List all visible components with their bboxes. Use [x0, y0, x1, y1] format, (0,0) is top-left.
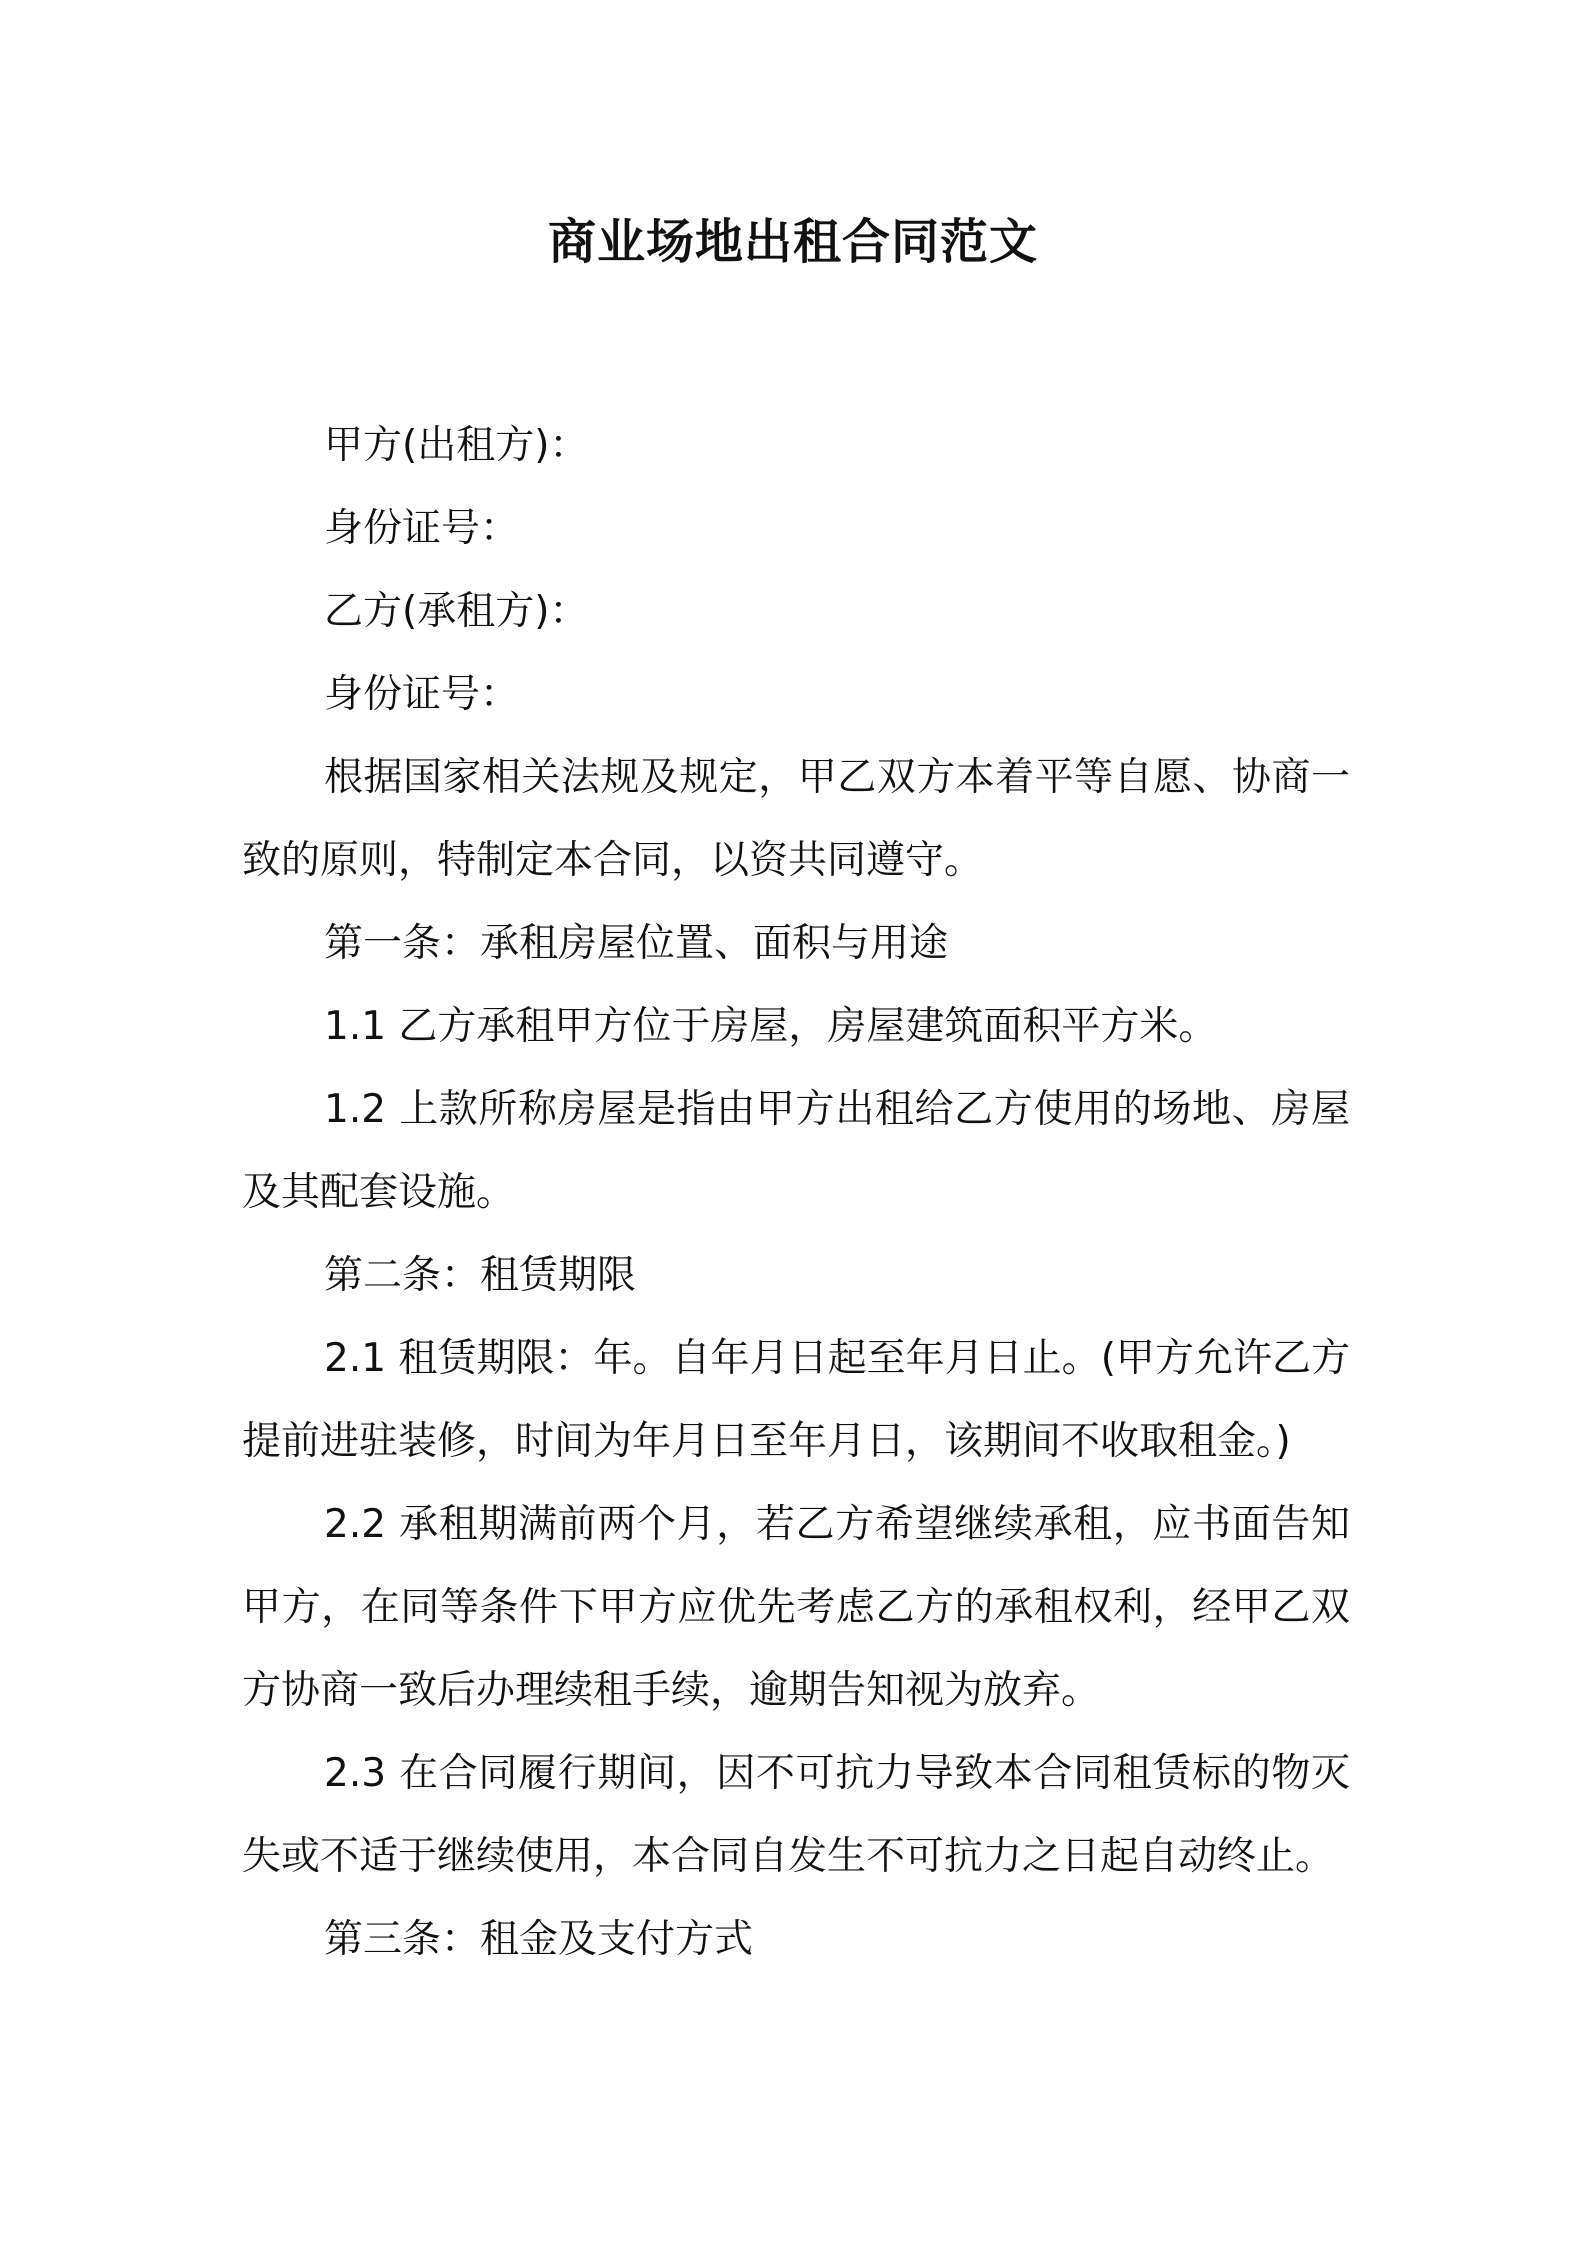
party-a-line: 甲方(出租方)： — [324, 423, 589, 468]
clause-2-2: 2.2 承租期满前两个月，若乙方希望继续承租，应书面告知甲方，在同等条件下甲方应优先考虑乙方的承租权利，经甲乙双方协商一致后办理续租手续，逾期告知视为放弃。 — [242, 1502, 1350, 1713]
clause-1-2: 1.2 上款所称房屋是指由甲方出租给乙方使用的场地、房屋及其配套设施。 — [242, 1087, 1350, 1215]
article-3-heading: 第三条：租金及支付方式 — [324, 1917, 754, 1962]
article-2-heading: 第二条：租赁期限 — [324, 1253, 637, 1298]
clause-1-1: 1.1 乙方承租甲方位于房屋，房屋建筑面积平方米。 — [324, 1004, 1218, 1049]
preamble-paragraph: 根据国家相关法规及规定，甲乙双方本着平等自愿、协商一致的原则，特制定本合同，以资共同遵守。 — [242, 755, 1350, 883]
document-title: 商业场地出租合同范文 — [547, 214, 1038, 270]
document-body — [242, 404, 1350, 1981]
article-1-heading: 第一条：承租房屋位置、面积与用途 — [324, 921, 949, 966]
clause-2-3: 2.3 在合同履行期间，因不可抗力导致本合同租赁标的物灭失或不适于继续使用，本合同自发生不可抗力之日起自动终止。 — [242, 1751, 1350, 1879]
party-b-line: 乙方(承租方)： — [324, 589, 589, 634]
party-a-id-line: 身份证号： — [324, 506, 520, 551]
party-b-id-line: 身份证号： — [324, 672, 520, 717]
clause-2-1: 2.1 租赁期限：年。自年月日起至年月日止。(甲方允许乙方提前进驻装修，时间为年月日至年月日，该期间不收取租金。) — [242, 1336, 1350, 1464]
